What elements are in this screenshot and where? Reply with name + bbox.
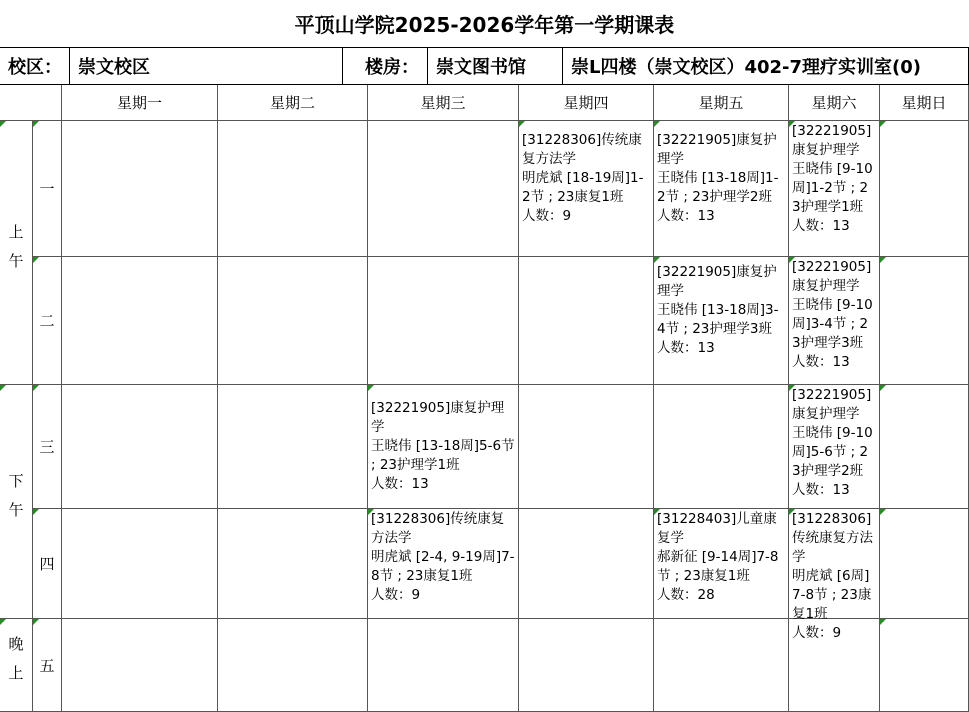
comment-marker-icon (368, 509, 374, 515)
comment-marker-icon (880, 619, 886, 625)
page-title: 平顶山学院2025-2026学年第一学期课表 (0, 0, 969, 48)
course-cell[interactable]: [32221905]康复护理学 王晓伟 [13-18周]3-4节 ; 23护理学3班 人数：13 (654, 257, 789, 385)
header-sun: 星期日 (880, 85, 969, 121)
comment-marker-icon (0, 385, 6, 391)
slot-cell (62, 257, 218, 385)
slot-cell (62, 509, 218, 619)
slot-cell (218, 619, 368, 712)
slot-cell (654, 619, 789, 712)
comment-marker-icon (654, 509, 660, 515)
slot-cell (62, 385, 218, 509)
slot-cell (62, 619, 218, 712)
slot-cell (218, 509, 368, 619)
slot-cell (62, 121, 218, 257)
period-5: 五 (33, 619, 62, 712)
slot-cell (368, 257, 519, 385)
period-4: 四 (33, 509, 62, 619)
comment-marker-icon (33, 385, 39, 391)
slot-cell (218, 257, 368, 385)
course-cell[interactable]: [32221905]康复护理学 王晓伟 [9-10周]3-4节 ; 23护理学3班 人数：13 (789, 257, 880, 385)
course-cell[interactable]: [32221905]康复护理学 王晓伟 [9-10周]1-2节 ; 23护理学1班 人数：13 (789, 121, 880, 257)
comment-marker-icon (519, 121, 525, 127)
header-mon: 星期一 (62, 85, 218, 121)
slot-cell (368, 121, 519, 257)
comment-marker-icon (33, 509, 39, 515)
comment-marker-icon (0, 121, 6, 127)
comment-marker-icon (33, 121, 39, 127)
slot-cell (880, 509, 969, 619)
slot-cell (519, 509, 654, 619)
course-cell[interactable]: [32221905]康复护理学 王晓伟 [13-18周]5-6节 ; 23护理学1班 人数：13 (368, 385, 519, 509)
corner-cell (0, 85, 62, 121)
campus-value: 崇文校区 (70, 48, 343, 85)
comment-marker-icon (33, 619, 39, 625)
comment-marker-icon (654, 121, 660, 127)
header-sat: 星期六 (789, 85, 880, 121)
section-evening: 晚上 (0, 619, 33, 712)
course-cell[interactable]: [32221905]康复护理学 王晓伟 [9-10周]5-6节 ; 23护理学2班 人数：13 (789, 385, 880, 509)
comment-marker-icon (368, 385, 374, 391)
slot-cell (880, 619, 969, 712)
course-cell[interactable]: [31228306]传统康复方法学 明虎斌 [6周]7-8节 ; 23康复1班 人数：9 (789, 509, 880, 619)
course-cell[interactable]: [31228306]传统康复方法学 明虎斌 [18-19周]1-2节 ; 23康复1班 人数：9 (519, 121, 654, 257)
slot-cell (519, 257, 654, 385)
comment-marker-icon (789, 385, 795, 391)
period-1: 一 (33, 121, 62, 257)
slot-cell (519, 619, 654, 712)
room-name: 崇L四楼（崇文校区）402-7理疗实训室(0) (563, 48, 969, 85)
comment-marker-icon (789, 509, 795, 515)
comment-marker-icon (0, 619, 6, 625)
campus-label: 校区： (0, 48, 70, 85)
comment-marker-icon (654, 257, 660, 263)
slot-cell (519, 385, 654, 509)
comment-marker-icon (880, 121, 886, 127)
comment-marker-icon (789, 121, 795, 127)
comment-marker-icon (880, 385, 886, 391)
comment-marker-icon (880, 257, 886, 263)
building-value: 崇文图书馆 (428, 48, 563, 85)
comment-marker-icon (880, 509, 886, 515)
comment-marker-icon (33, 257, 39, 263)
header-thu: 星期四 (519, 85, 654, 121)
slot-cell (789, 619, 880, 712)
slot-cell (218, 121, 368, 257)
course-cell[interactable]: [32221905]康复护理学 王晓伟 [13-18周]1-2节 ; 23护理学2班 人数：13 (654, 121, 789, 257)
slot-cell (368, 619, 519, 712)
slot-cell (880, 257, 969, 385)
course-cell[interactable]: [31228403]儿童康复学 郝新征 [9-14周]7-8节 ; 23康复1班 人数：28 (654, 509, 789, 619)
slot-cell (218, 385, 368, 509)
course-cell[interactable]: [31228306]传统康复方法学 明虎斌 [2-4, 9-19周]7-8节 ; 23康复1班 人数：9 (368, 509, 519, 619)
period-2: 二 (33, 257, 62, 385)
building-label: 楼房： (343, 48, 428, 85)
section-afternoon: 下午 (0, 385, 33, 619)
slot-cell (880, 385, 969, 509)
period-3: 三 (33, 385, 62, 509)
section-morning: 上午 (0, 121, 33, 385)
slot-cell (880, 121, 969, 257)
header-tue: 星期二 (218, 85, 368, 121)
header-wed: 星期三 (368, 85, 519, 121)
comment-marker-icon (789, 257, 795, 263)
slot-cell (654, 385, 789, 509)
header-fri: 星期五 (654, 85, 789, 121)
